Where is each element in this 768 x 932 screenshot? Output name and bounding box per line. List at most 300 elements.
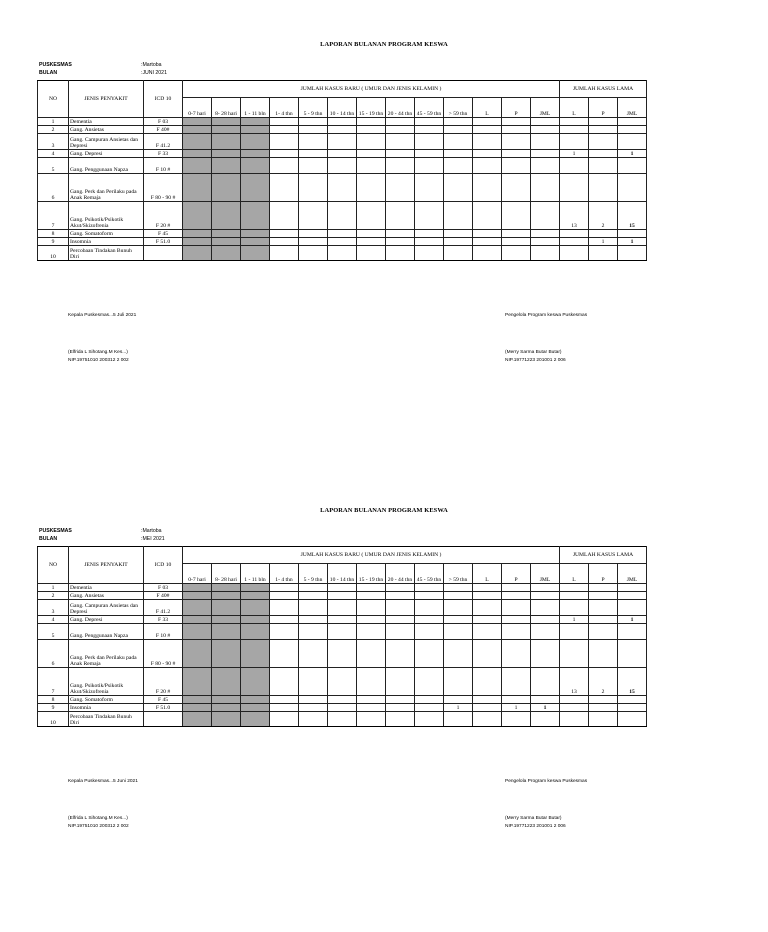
- row-disease-name: Gang. Somatoform: [69, 230, 144, 238]
- row-count-cell: [270, 150, 299, 158]
- header-baru-jml: JML: [531, 564, 560, 584]
- row-count-cell: [212, 118, 241, 126]
- table-row: [38, 600, 647, 616]
- row-disease-name: Gang. Psikotik/Psikotik Akut/Skizofrenia: [69, 202, 144, 230]
- row-count-cell: [589, 126, 618, 134]
- row-count-cell: [299, 704, 328, 712]
- header-kasus-lama: JUMLAH KASUS LAMA: [560, 547, 647, 564]
- row-count-cell: [357, 616, 386, 624]
- row-count-cell: [386, 118, 415, 126]
- header-baru-p: P: [502, 564, 531, 584]
- row-count-cell: [386, 696, 415, 704]
- row-count-cell: [560, 624, 589, 640]
- row-count-cell: [386, 158, 415, 174]
- row-count-cell: [241, 134, 270, 150]
- row-count-cell: [299, 118, 328, 126]
- row-count-cell: [241, 712, 270, 727]
- row-count-cell: [241, 158, 270, 174]
- row-count-cell: [299, 624, 328, 640]
- header-no: NO: [38, 547, 69, 584]
- row-count-cell: [415, 126, 444, 134]
- row-count-cell: [444, 230, 473, 238]
- row-count-cell: [502, 640, 531, 668]
- row-count-cell: [444, 592, 473, 600]
- row-count-cell: [183, 174, 212, 202]
- row-count-cell: [212, 174, 241, 202]
- header-jenis-penyakit: JENIS PENYAKIT: [69, 547, 144, 584]
- row-count-cell: [241, 238, 270, 246]
- row-count-cell: [270, 134, 299, 150]
- header-baru-l: L: [473, 98, 502, 118]
- row-no: 8: [38, 696, 69, 704]
- row-count-cell: [270, 696, 299, 704]
- row-count-cell: [473, 592, 502, 600]
- bulan-label: BULAN: [39, 536, 58, 542]
- row-count-cell: [241, 624, 270, 640]
- row-count-cell: [444, 134, 473, 150]
- row-count-cell: [183, 584, 212, 592]
- row-count-cell: [386, 640, 415, 668]
- row-disease-name: Percobaan Tindakan Bunuh Diri: [69, 712, 144, 727]
- row-count-cell: [299, 712, 328, 727]
- row-count-cell: [589, 174, 618, 202]
- row-count-cell: [531, 624, 560, 640]
- row-disease-name: Gang. Ansietas: [69, 126, 144, 134]
- row-count-cell: [183, 696, 212, 704]
- header-age-4: 5 - 9 thn: [299, 98, 328, 118]
- row-count-cell: [241, 174, 270, 202]
- row-count-cell: [299, 134, 328, 150]
- row-count-cell: [618, 696, 647, 704]
- row-count-cell: [415, 704, 444, 712]
- row-disease-name: Gang. Perk dan Perilaku pada Anak Remaja: [69, 174, 144, 202]
- header-age-7: 20 - 44 thn: [386, 564, 415, 584]
- table-row: [38, 150, 647, 158]
- row-count-cell: [473, 624, 502, 640]
- row-count-cell: [415, 150, 444, 158]
- row-count-cell: [386, 584, 415, 592]
- row-icd-code: F 51.0: [144, 704, 183, 712]
- row-icd-code: F 33: [144, 616, 183, 624]
- row-count-cell: [241, 118, 270, 126]
- header-age-0: 0-7 hari: [183, 98, 212, 118]
- row-disease-name: Dementia: [69, 584, 144, 592]
- case-table: [37, 80, 647, 261]
- row-count-cell: [212, 640, 241, 668]
- row-count-cell: [270, 246, 299, 261]
- row-count-cell: [299, 640, 328, 668]
- row-no: 6: [38, 640, 69, 668]
- row-count-cell: [183, 118, 212, 126]
- row-no: 10: [38, 712, 69, 727]
- row-icd-code: F 10 #: [144, 158, 183, 174]
- row-count-cell: [328, 640, 357, 668]
- row-count-cell: [531, 246, 560, 261]
- row-count-cell: [560, 246, 589, 261]
- header-age-8: 45 - 59 thn: [415, 98, 444, 118]
- header-age-3: 1- 4 thn: [270, 564, 299, 584]
- row-count-cell: [618, 704, 647, 712]
- row-count-cell: [270, 118, 299, 126]
- header-lama-jml: JML: [618, 98, 647, 118]
- row-count-cell: [241, 584, 270, 592]
- row-count-cell: [560, 696, 589, 704]
- row-count-cell: [415, 616, 444, 624]
- row-count-cell: [299, 174, 328, 202]
- row-count-cell: [270, 158, 299, 174]
- row-icd-code: F 20 #: [144, 668, 183, 696]
- row-count-cell: [183, 246, 212, 261]
- row-disease-name: Insomnia: [69, 238, 144, 246]
- puskesmas-label: PUSKESMAS: [39, 528, 72, 534]
- row-count-cell: [531, 126, 560, 134]
- row-count-cell: [473, 134, 502, 150]
- row-count-cell: [241, 668, 270, 696]
- row-count-cell: [183, 712, 212, 727]
- row-count-cell: [183, 616, 212, 624]
- row-count-cell: [357, 712, 386, 727]
- row-count-cell: 13: [560, 668, 589, 696]
- row-disease-name: Gang. Campuran Ansietas dan Depresi: [69, 134, 144, 150]
- row-count-cell: [299, 616, 328, 624]
- header-age-9: > 59 thn: [444, 564, 473, 584]
- row-count-cell: [502, 126, 531, 134]
- row-count-cell: [560, 118, 589, 126]
- row-count-cell: [328, 624, 357, 640]
- row-count-cell: [560, 238, 589, 246]
- pengelola-nip: NIP.19771223 201001 2 006: [505, 358, 566, 363]
- row-count-cell: [473, 616, 502, 624]
- row-no: 4: [38, 616, 69, 624]
- row-count-cell: [328, 704, 357, 712]
- row-count-cell: [357, 246, 386, 261]
- header-age-1: 8- 28 hari: [212, 564, 241, 584]
- table-row: [38, 584, 647, 592]
- row-count-cell: [270, 600, 299, 616]
- row-count-cell: [444, 668, 473, 696]
- row-count-cell: [328, 592, 357, 600]
- row-count-cell: [502, 134, 531, 150]
- row-icd-code: F 03: [144, 584, 183, 592]
- row-count-cell: [473, 712, 502, 727]
- row-count-cell: [618, 126, 647, 134]
- row-count-cell: [328, 134, 357, 150]
- row-count-cell: [560, 174, 589, 202]
- row-icd-code: F 10 #: [144, 624, 183, 640]
- header-age-1: 8- 28 hari: [212, 98, 241, 118]
- row-count-cell: 1: [560, 150, 589, 158]
- row-count-cell: [270, 202, 299, 230]
- header-baru-p: P: [502, 98, 531, 118]
- row-count-cell: [328, 158, 357, 174]
- row-icd-code: [144, 712, 183, 727]
- row-count-cell: [444, 624, 473, 640]
- row-count-cell: [357, 696, 386, 704]
- kepala-nip: NIP.19751010 200312 2 002: [68, 824, 129, 829]
- header-age-6: 15 - 19 thn: [357, 564, 386, 584]
- row-count-cell: [560, 712, 589, 727]
- table-row: [38, 640, 647, 668]
- row-count-cell: [444, 246, 473, 261]
- row-count-cell: [473, 126, 502, 134]
- table-row: [38, 238, 647, 246]
- row-no: 3: [38, 134, 69, 150]
- header-lama-l: L: [560, 564, 589, 584]
- row-count-cell: [386, 238, 415, 246]
- row-count-cell: [241, 640, 270, 668]
- row-icd-code: [144, 246, 183, 261]
- row-count-cell: [618, 600, 647, 616]
- header-icd: ICD 10: [144, 547, 183, 584]
- row-count-cell: 1: [618, 150, 647, 158]
- header-age-8: 45 - 59 thn: [415, 564, 444, 584]
- row-count-cell: [328, 246, 357, 261]
- row-count-cell: [357, 150, 386, 158]
- row-count-cell: [415, 600, 444, 616]
- puskesmas-value: :Martoba: [141, 528, 162, 534]
- row-count-cell: [560, 584, 589, 592]
- row-count-cell: [357, 668, 386, 696]
- row-disease-name: Gang. Depresi: [69, 150, 144, 158]
- row-count-cell: [502, 624, 531, 640]
- row-count-cell: [473, 174, 502, 202]
- row-count-cell: [183, 150, 212, 158]
- row-count-cell: [531, 134, 560, 150]
- row-count-cell: [270, 174, 299, 202]
- kepala-nip: NIP.19751010 200312 2 002: [68, 358, 129, 363]
- bulan-value: :MEI 2021: [141, 536, 165, 542]
- row-count-cell: [328, 600, 357, 616]
- row-count-cell: [183, 592, 212, 600]
- report-title: LAPORAN BULANAN PROGRAM KESWA: [320, 507, 448, 514]
- row-count-cell: [212, 704, 241, 712]
- row-count-cell: [241, 126, 270, 134]
- row-count-cell: [502, 584, 531, 592]
- row-icd-code: F 40#: [144, 592, 183, 600]
- row-count-cell: [270, 592, 299, 600]
- row-count-cell: 13: [560, 202, 589, 230]
- row-icd-code: F 41.2: [144, 600, 183, 616]
- row-count-cell: [241, 704, 270, 712]
- header-age-2: 1 - 11 bln: [241, 98, 270, 118]
- header-age-3: 1- 4 thn: [270, 98, 299, 118]
- row-count-cell: [328, 202, 357, 230]
- row-count-cell: [357, 584, 386, 592]
- row-count-cell: [270, 230, 299, 238]
- row-count-cell: [183, 202, 212, 230]
- row-count-cell: [473, 238, 502, 246]
- row-count-cell: 2: [589, 668, 618, 696]
- row-count-cell: [328, 118, 357, 126]
- row-icd-code: F 80 - 90 #: [144, 174, 183, 202]
- row-count-cell: [618, 230, 647, 238]
- row-count-cell: [444, 150, 473, 158]
- row-count-cell: [589, 592, 618, 600]
- row-count-cell: 1: [531, 704, 560, 712]
- row-count-cell: [473, 202, 502, 230]
- row-count-cell: [502, 230, 531, 238]
- row-count-cell: [212, 584, 241, 592]
- kepala-name: (Elfrida L Sihotang.M Kes...): [68, 816, 128, 821]
- row-count-cell: [270, 712, 299, 727]
- row-count-cell: [299, 158, 328, 174]
- puskesmas-label: PUSKESMAS: [39, 62, 72, 68]
- row-no: 3: [38, 600, 69, 616]
- row-count-cell: [241, 600, 270, 616]
- row-count-cell: [473, 150, 502, 158]
- row-count-cell: [328, 616, 357, 624]
- row-count-cell: [183, 704, 212, 712]
- table-row: [38, 118, 647, 126]
- row-disease-name: Dementia: [69, 118, 144, 126]
- row-count-cell: [589, 134, 618, 150]
- row-count-cell: [212, 624, 241, 640]
- row-count-cell: [560, 704, 589, 712]
- row-count-cell: [415, 238, 444, 246]
- row-icd-code: F 45: [144, 696, 183, 704]
- row-count-cell: [241, 246, 270, 261]
- kepala-name: (Elfrida L Sihotang.M Kes...): [68, 350, 128, 355]
- row-count-cell: [502, 600, 531, 616]
- table-row: [38, 174, 647, 202]
- row-count-cell: [473, 704, 502, 712]
- row-count-cell: [270, 668, 299, 696]
- pengelola-name: (Merry Sarma Butar Butar): [505, 816, 562, 821]
- row-count-cell: [502, 712, 531, 727]
- row-count-cell: [328, 230, 357, 238]
- header-kasus-lama: JUMLAH KASUS LAMA: [560, 81, 647, 98]
- row-count-cell: [328, 174, 357, 202]
- row-count-cell: [299, 696, 328, 704]
- row-count-cell: [386, 592, 415, 600]
- row-count-cell: [502, 246, 531, 261]
- row-count-cell: [473, 246, 502, 261]
- row-count-cell: [444, 174, 473, 202]
- row-disease-name: Gang. Penggunaan Napza: [69, 624, 144, 640]
- row-count-cell: [212, 600, 241, 616]
- row-count-cell: [299, 592, 328, 600]
- row-count-cell: [212, 158, 241, 174]
- row-count-cell: [183, 640, 212, 668]
- row-count-cell: [589, 704, 618, 712]
- row-count-cell: [183, 624, 212, 640]
- row-disease-name: Gang. Perk dan Perilaku pada Anak Remaja: [69, 640, 144, 668]
- header-age-4: 5 - 9 thn: [299, 564, 328, 584]
- row-count-cell: [386, 712, 415, 727]
- table-row: [38, 616, 647, 624]
- row-count-cell: [618, 624, 647, 640]
- row-icd-code: F 33: [144, 150, 183, 158]
- row-disease-name: Gang. Penggunaan Napza: [69, 158, 144, 174]
- row-count-cell: [531, 150, 560, 158]
- case-table: [37, 546, 647, 727]
- row-count-cell: [473, 696, 502, 704]
- row-count-cell: [589, 118, 618, 126]
- row-count-cell: [386, 704, 415, 712]
- row-count-cell: [241, 202, 270, 230]
- row-count-cell: [357, 238, 386, 246]
- row-count-cell: [270, 640, 299, 668]
- row-count-cell: [473, 118, 502, 126]
- row-count-cell: [357, 640, 386, 668]
- row-count-cell: [212, 238, 241, 246]
- row-count-cell: [473, 230, 502, 238]
- table-row: [38, 668, 647, 696]
- row-count-cell: [618, 584, 647, 592]
- row-count-cell: [386, 668, 415, 696]
- row-count-cell: [589, 600, 618, 616]
- pengelola-name: (Merry Sarma Butar Butar): [505, 350, 562, 355]
- row-count-cell: [415, 668, 444, 696]
- row-icd-code: F 03: [144, 118, 183, 126]
- row-no: 8: [38, 230, 69, 238]
- row-count-cell: [502, 158, 531, 174]
- row-count-cell: [357, 118, 386, 126]
- row-count-cell: [299, 202, 328, 230]
- row-count-cell: [299, 238, 328, 246]
- row-count-cell: 1: [502, 704, 531, 712]
- row-icd-code: F 51.0: [144, 238, 183, 246]
- header-jenis-penyakit: JENIS PENYAKIT: [69, 81, 144, 118]
- row-count-cell: [560, 640, 589, 668]
- row-count-cell: 15: [618, 668, 647, 696]
- row-no: 7: [38, 202, 69, 230]
- row-count-cell: [183, 668, 212, 696]
- row-count-cell: [212, 712, 241, 727]
- row-count-cell: [212, 230, 241, 238]
- row-count-cell: [444, 238, 473, 246]
- table-row: [38, 624, 647, 640]
- row-count-cell: [473, 668, 502, 696]
- row-count-cell: [589, 158, 618, 174]
- table-row: [38, 704, 647, 712]
- row-count-cell: [270, 704, 299, 712]
- row-no: 6: [38, 174, 69, 202]
- row-count-cell: [270, 584, 299, 592]
- row-count-cell: 15: [618, 202, 647, 230]
- row-count-cell: [212, 134, 241, 150]
- row-count-cell: [299, 600, 328, 616]
- row-count-cell: [560, 158, 589, 174]
- row-count-cell: [531, 640, 560, 668]
- header-age-2: 1 - 11 bln: [241, 564, 270, 584]
- row-count-cell: [473, 158, 502, 174]
- row-count-cell: [531, 668, 560, 696]
- row-count-cell: [386, 246, 415, 261]
- row-count-cell: [444, 600, 473, 616]
- header-no: NO: [38, 81, 69, 118]
- kepala-puskesmas-label: Kepala Puskesmas...5 Juni 2021: [68, 779, 138, 784]
- header-age-5: 10 - 14 thn: [328, 98, 357, 118]
- bulan-label: BULAN: [39, 70, 58, 76]
- row-count-cell: [183, 238, 212, 246]
- row-count-cell: [531, 238, 560, 246]
- table-row: [38, 712, 647, 727]
- row-count-cell: [531, 202, 560, 230]
- row-count-cell: [415, 118, 444, 126]
- row-count-cell: [618, 174, 647, 202]
- pengelola-program-label: Pengelola Program keswa Puskesmas: [505, 313, 588, 318]
- row-count-cell: [415, 592, 444, 600]
- row-no: 1: [38, 584, 69, 592]
- table-row: [38, 126, 647, 134]
- header-baru-l: L: [473, 564, 502, 584]
- row-count-cell: [212, 616, 241, 624]
- row-count-cell: [444, 616, 473, 624]
- row-count-cell: [415, 640, 444, 668]
- row-count-cell: [502, 174, 531, 202]
- pengelola-nip: NIP.19771223 201001 2 006: [505, 824, 566, 829]
